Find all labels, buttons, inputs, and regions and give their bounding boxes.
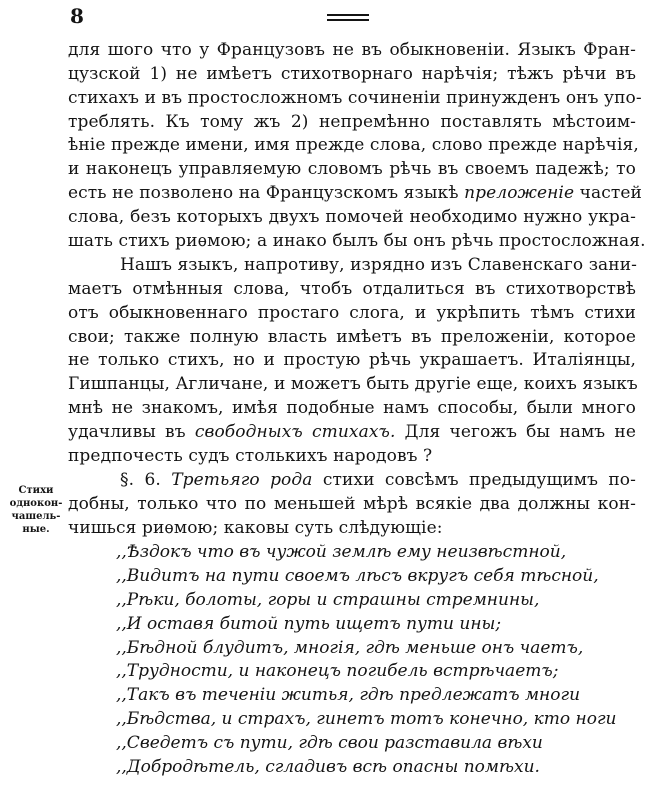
margin-note (8, 484, 64, 536)
margin-note-line: ные. (22, 524, 50, 535)
text-line: добны, только что по меньшей мѣрѣ всякiе два должны кон- (68, 493, 636, 514)
text-line: шать стихъ риѳмою; а инако былъ бы онъ рѣчь простосложная. (68, 230, 646, 251)
text-line: и наконецъ управляемую словомъ рѣчь въ своемъ падежѣ; то (68, 159, 636, 180)
margin-note-line: Стихи (18, 485, 54, 496)
text-fragment: Для чегожъ бы намъ не (395, 421, 636, 442)
verse-line: ,,Бѣдной блудитъ, многiя, гдѣ меньше онъ чаетъ, (116, 637, 584, 658)
text-line: чишься риѳмою; каковы суть слѣдующiе: (68, 517, 443, 538)
text-line: мнѣ не знакомъ, имѣя подобные намъ способы, были много (68, 398, 636, 419)
text-line: Гишпанцы, Агличане, и можетъ быть другiе еще, коихъ языкъ (68, 374, 638, 395)
text-fragment: удачливы въ (68, 421, 195, 442)
text-fragment: есть не позволено на Французскомъ языкѣ (68, 183, 465, 204)
text-line (68, 469, 636, 493)
text-line: треблять. Къ тому жъ 2) непремѣнно поставлять мѣстоим- (68, 111, 636, 132)
text-line: свои; также полную власть имѣетъ въ преложенiи, которое (68, 326, 636, 347)
text-line: отъ обыкновеннаго простаго слога, и укрѣпить тѣмъ стихи (68, 302, 636, 323)
text-fragment: частей (574, 183, 642, 204)
text-line (68, 182, 642, 206)
text-line: для шого что у Французовъ не въ обыкновенiи. Языкъ Фран- (68, 40, 636, 60)
text-line: цузской 1) не имѣетъ стихотворнаго нарѣчiя; тѣжъ рѣчи въ (68, 63, 636, 84)
text-line: предпочесть судъ столькихъ народовъ ? (68, 445, 433, 466)
italic-term: Третьяго рода (171, 470, 313, 490)
page-number: 8 (70, 4, 84, 28)
verse-line: ,,Сведетъ съ пути, гдѣ свои разставила вѣхи (116, 733, 543, 754)
section-6-paragraph (68, 469, 636, 541)
verse-line: ,,Бѣдства, и страхъ, гинетъ тотъ конечно, кто ноги (116, 709, 617, 730)
margin-note-line: однокон- (9, 498, 63, 509)
verse-line: ,,Рѣки, болоты, горы и страшны стремнины, (116, 589, 540, 610)
verse-line: ,,Ѣздокъ что въ чужой землѣ ему неизвѣстной, (116, 542, 567, 562)
text-line: маетъ отмѣнныя слова, чтобъ отдалиться въ стихотворствѣ (68, 278, 636, 299)
verse-block (116, 541, 636, 780)
text-line: Нашъ языкъ, напротиву, изрядно изъ Славенскаго зани- (120, 255, 638, 275)
text-line (68, 421, 636, 445)
paragraph-2 (68, 254, 636, 469)
header-double-rule (327, 14, 369, 21)
italic-term: свободныхъ стихахъ. (194, 421, 396, 442)
text-line: ѣнiе прежде имени, имя прежде слова, слово прежде нарѣчiя, (68, 135, 639, 156)
margin-note-line: чашель- (11, 511, 61, 522)
verse-line: ,,Трудности, и наконецъ погибель встрѣчаетъ; (116, 661, 559, 682)
italic-term: преложенiе (464, 183, 575, 204)
verse-line: ,,И оставя битой путь ищетъ пути ины; (116, 613, 502, 634)
verse-line: ,,Добродѣтель, сгладивъ всѣ опасны помѣхи. (116, 757, 540, 778)
text-line: не только стихъ, но и простую рѣчь украшаетъ. Италiянцы, (68, 350, 636, 371)
section-mark: §. 6. (120, 470, 161, 490)
text-line: слова, безъ которыхъ двухъ помочей необходимо нужно укра- (68, 206, 636, 227)
text-line: стихахъ и въ простосложномъ сочиненiи принужденъ онъ упо- (68, 87, 642, 108)
verse-line: ,,Видитъ на пути своемъ лѣсъ вкругъ себя тѣсной, (116, 565, 599, 586)
verse-line: ,,Такъ въ теченiи житья, гдѣ предлежатъ многи (116, 685, 581, 706)
text-fragment: стихи совсѣмъ предыдущимъ по- (312, 470, 636, 490)
paragraph-1 (68, 39, 646, 254)
